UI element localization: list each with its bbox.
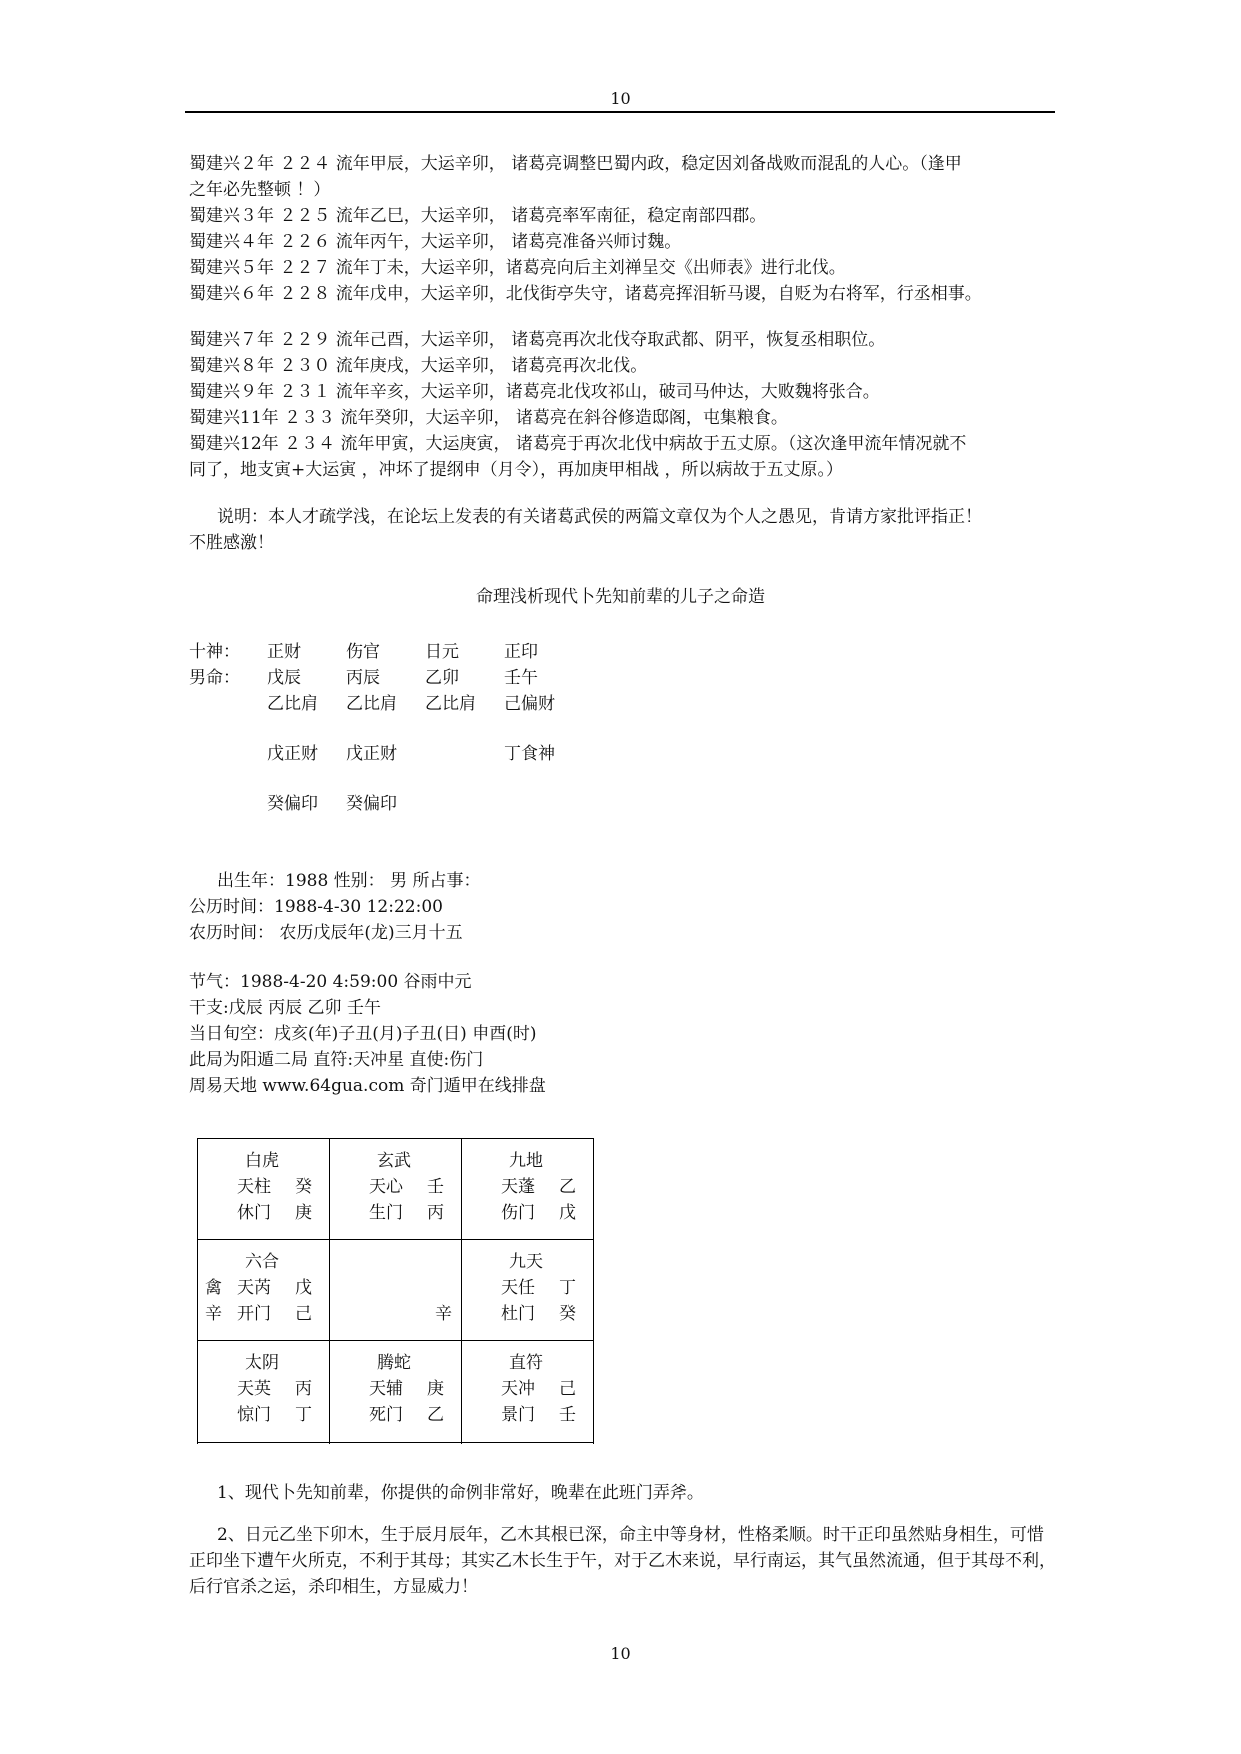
- palace-star-gan: 癸: [295, 1177, 312, 1197]
- palace-star-gan: 乙: [559, 1177, 576, 1197]
- palace-star: 天柱: [237, 1177, 271, 1197]
- bazi-cell: 乙比肩: [425, 694, 476, 714]
- palace-star: 天蓬: [501, 1177, 535, 1197]
- bazi-cell: 伤官: [346, 642, 380, 662]
- palace-door: 死门: [369, 1405, 403, 1425]
- palace-door-gan: 乙: [427, 1405, 444, 1425]
- palace-extra: 禽: [205, 1278, 222, 1298]
- palace-star-gan: 丙: [295, 1379, 312, 1399]
- history-line: 之年必先整顿 ！）: [189, 180, 331, 200]
- palace-door: 开门: [237, 1304, 271, 1324]
- analysis-paragraph: 2、日元乙坐下卯木，生于辰月辰年，乙木其根已深，命主中等身材，性格柔顺。时干正印虽然贴身相生，可惜正印坐下遭午火所克，不利于其母；其实乙木长生于午，对于乙木来说，早行南运，其气虽然流通，但于其母不利，后行官杀之运，杀印相生，方显威力！: [189, 1525, 1056, 1597]
- palace-star-gan: 庚: [427, 1379, 444, 1399]
- qimen-rule: [197, 1239, 593, 1240]
- qimen-rule: [329, 1138, 330, 1444]
- info-jieqi: 节气：1988-4-20 4:59:00 谷雨中元: [189, 972, 472, 992]
- palace-door-gan: 壬: [559, 1405, 576, 1425]
- palace-door: 休门: [237, 1203, 271, 1223]
- palace-door-gan: 癸: [559, 1304, 576, 1324]
- palace-god: 六合: [245, 1252, 279, 1272]
- info-lunar: 农历时间： 农历戊辰年(龙)三月十五: [189, 923, 463, 943]
- history-section-1: [189, 151, 1059, 307]
- analysis-section: [189, 1480, 1059, 1600]
- history-section-2: [189, 327, 1059, 483]
- info-xunkong: 当日旬空：戌亥(年)子丑(月)子丑(日) 申酉(时): [189, 1024, 537, 1044]
- header-rule: [185, 111, 1055, 113]
- history-line: 同了，地支寅+大运寅 ，冲坏了提纲申（月令），再加庚甲相战 ，所以病故于五丈原。）: [189, 460, 844, 480]
- qimen-rule: [197, 1138, 593, 1139]
- history-line: 蜀建兴３年 ２２５ 流年乙巳，大运辛卯， 诸葛亮率军南征，稳定南部四郡。: [189, 206, 767, 226]
- history-line: 蜀建兴12年 ２３４ 流年甲寅，大运庚寅， 诸葛亮于再次北伐中病故于五丈原。（这次逢甲流年情况就不: [189, 434, 967, 454]
- history-line: 蜀建兴５年 ２２７ 流年丁未，大运辛卯，诸葛亮向后主刘禅呈交《出师表》进行北伐。: [189, 258, 846, 278]
- chart-info-1: [189, 868, 1059, 946]
- palace-god: 九地: [509, 1151, 543, 1171]
- bazi-cell: 癸偏印: [346, 794, 397, 814]
- palace-god: 直符: [509, 1353, 543, 1373]
- palace-star-gan: 己: [559, 1379, 576, 1399]
- bazi-cell: 丙辰: [346, 668, 380, 688]
- bazi-cell: 乙比肩: [346, 694, 397, 714]
- bazi-label: 十神：: [189, 642, 240, 662]
- palace-star-gan: 戊: [295, 1278, 312, 1298]
- palace-extra: 辛: [205, 1304, 222, 1324]
- palace-star: 天芮: [237, 1278, 271, 1298]
- palace-star: 天心: [369, 1177, 403, 1197]
- page-number-bottom: 10: [610, 1644, 631, 1663]
- palace-extra: 辛: [435, 1304, 452, 1324]
- palace-god: 玄武: [377, 1151, 411, 1171]
- palace-door-gan: 丁: [295, 1405, 312, 1425]
- qimen-rule: [197, 1138, 198, 1444]
- bazi-cell: 壬午: [504, 668, 538, 688]
- note-line: 说明：本人才疏学浅，在论坛上发表的有关诸葛武侯的两篇文章仅为个人之愚见，肯请方家批评指正！: [217, 507, 982, 527]
- info-site: 周易天地 www.64gua.com 奇门遁甲在线排盘: [189, 1076, 546, 1096]
- palace-star-gan: 壬: [427, 1177, 444, 1197]
- history-line: 蜀建兴２年 ２２４ 流年甲辰，大运辛卯， 诸葛亮调整巴蜀内政，稳定因刘备战败而混乱的人心。（逢甲: [189, 154, 962, 174]
- page-number-top: 10: [610, 89, 631, 108]
- bazi-cell: 正财: [267, 642, 301, 662]
- palace-door-gan: 己: [295, 1304, 312, 1324]
- palace-door: 杜门: [501, 1304, 535, 1324]
- bazi-cell: 戊正财: [346, 744, 397, 764]
- palace-star: 天辅: [369, 1379, 403, 1399]
- palace-god: 九天: [509, 1252, 543, 1272]
- palace-god: 太阴: [245, 1353, 279, 1373]
- palace-god: 腾蛇: [377, 1353, 411, 1373]
- palace-door: 惊门: [237, 1405, 271, 1425]
- palace-star: 天任: [501, 1278, 535, 1298]
- palace-door: 伤门: [501, 1203, 535, 1223]
- note-line: 不胜感激！: [189, 533, 274, 553]
- bazi-cell: 乙卯: [425, 668, 459, 688]
- palace-star-gan: 丁: [559, 1278, 576, 1298]
- bazi-cell: 丁食神: [504, 744, 555, 764]
- qimen-rule: [197, 1340, 593, 1341]
- author-note: [189, 504, 1059, 556]
- history-line: 蜀建兴９年 ２３１ 流年辛亥，大运辛卯，诸葛亮北伐攻祁山，破司马仲达，大败魏将张合。: [189, 382, 880, 402]
- palace-door-gan: 庚: [295, 1203, 312, 1223]
- chart-info-2: [189, 969, 1059, 1099]
- bazi-label: 男命：: [189, 668, 240, 688]
- bazi-cell: 日元: [425, 642, 459, 662]
- history-line: 蜀建兴４年 ２２６ 流年丙午，大运辛卯， 诸葛亮准备兴师讨魏。: [189, 232, 682, 252]
- bazi-cell: 戊辰: [267, 668, 301, 688]
- history-line: 蜀建兴７年 ２２９ 流年己酉，大运辛卯， 诸葛亮再次北伐夺取武都、阴平，恢复丞相职位。: [189, 330, 886, 350]
- article-title: 命理浅析现代卜先知前辈的儿子之命造: [476, 587, 765, 607]
- bazi-cell: 乙比肩: [267, 694, 318, 714]
- palace-door: 生门: [369, 1203, 403, 1223]
- palace-star: 天英: [237, 1379, 271, 1399]
- info-birth: 出生年：1988 性别： 男 所占事：: [217, 871, 481, 891]
- qimen-rule: [197, 1442, 593, 1443]
- history-line: 蜀建兴11年 ２３３ 流年癸卯，大运辛卯， 诸葛亮在斜谷修造邸阁，屯集粮食。: [189, 408, 788, 428]
- palace-star: 天冲: [501, 1379, 535, 1399]
- bazi-cell: 己偏财: [504, 694, 555, 714]
- bazi-cell: 癸偏印: [267, 794, 318, 814]
- history-line: 蜀建兴６年 ２２８ 流年戊申，大运辛卯，北伐街亭失守，诸葛亮挥泪斩马谡，自贬为右将军，行丞相事。: [189, 284, 982, 304]
- info-ju: 此局为阳遁二局 直符:天冲星 直使:伤门: [189, 1050, 484, 1070]
- bazi-cell: 正印: [504, 642, 538, 662]
- palace-door-gan: 丙: [427, 1203, 444, 1223]
- info-ganzhi: 干支:戊辰 丙辰 乙卯 壬午: [189, 998, 381, 1018]
- palace-door-gan: 戊: [559, 1203, 576, 1223]
- qimen-rule: [461, 1138, 462, 1444]
- analysis-paragraph: 1、现代卜先知前辈，你提供的命例非常好，晚辈在此班门弄斧。: [217, 1483, 704, 1503]
- palace-door: 景门: [501, 1405, 535, 1425]
- info-solar: 公历时间：1988-4-30 12:22:00: [189, 897, 443, 917]
- qimen-rule: [593, 1138, 594, 1444]
- palace-god: 白虎: [245, 1151, 279, 1171]
- history-line: 蜀建兴８年 ２３０ 流年庚戌，大运辛卯， 诸葛亮再次北伐。: [189, 356, 648, 376]
- qimen-chart: [197, 1138, 593, 1444]
- bazi-cell: 戊正财: [267, 744, 318, 764]
